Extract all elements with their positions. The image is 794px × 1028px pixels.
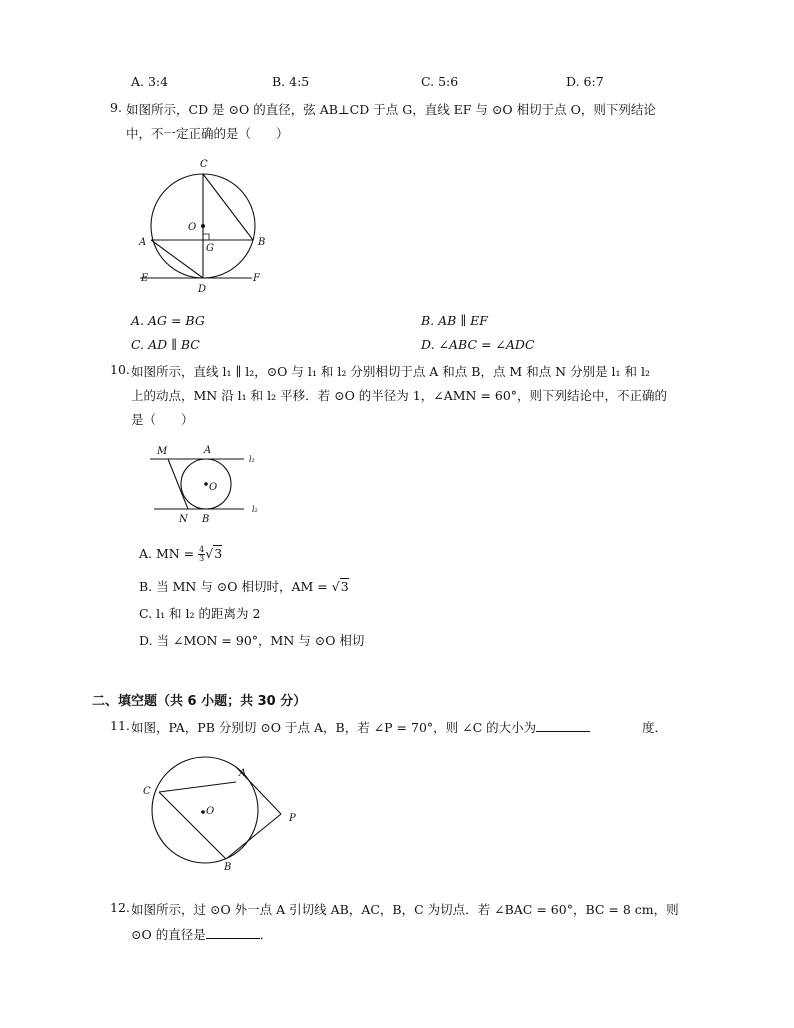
q12-answer-blank[interactable] — [206, 926, 260, 939]
q10-option-a-sqrt-sign: √ — [205, 546, 214, 561]
q11-stem — [131, 718, 590, 736]
q8-option-d: D. 6:7 — [566, 74, 604, 89]
q9-option-d: D. ∠ABC = ∠ADC — [421, 337, 535, 352]
q8-option-a: A. 3:4 — [131, 74, 169, 89]
q11-chord-ca — [159, 782, 236, 792]
q11-center-dot — [201, 810, 205, 814]
q9-label-a: A — [139, 237, 147, 248]
q10-segment-mn — [168, 459, 188, 509]
q10-label-l1: l₁ — [249, 455, 255, 464]
q9-label-e: E — [141, 273, 149, 284]
q10-label-n: N — [179, 514, 188, 525]
q9-label-d: D — [198, 284, 207, 295]
q10-option-a-numerator: 4 — [199, 545, 205, 554]
section2-heading: 二、填空题（共 6 小题；共 30 分） — [92, 694, 307, 709]
q8-option-c: C. 5:6 — [421, 74, 459, 89]
q9-stem-line1: 如图所示，CD 是 ⊙O 的直径，弦 AB⊥CD 于点 G，直线 EF 与 ⊙O 相切于点 O，则下列结论 — [126, 102, 656, 117]
q9-right-angle-mark — [203, 234, 209, 240]
q11-stem-text: 如图，PA，PB 分别切 ⊙O 于点 A，B，若 ∠P = 70°，则 ∠C 的大小为 — [131, 720, 537, 735]
q10-label-a: A — [204, 445, 212, 456]
q10-label-l2: l₂ — [252, 505, 258, 514]
q9-label-o: O — [188, 222, 197, 233]
q9-label-b: B — [258, 237, 266, 248]
q9-option-c: C. AD ∥ BC — [131, 337, 200, 352]
q9-stem-line2: 中，不一定正确的是（ ） — [126, 126, 289, 141]
q11-tangent-pb — [226, 814, 281, 859]
q12-stem-prefix: ⊙O 的直径是 — [131, 927, 206, 942]
q10-number: 10. — [110, 362, 130, 377]
q10-figure — [140, 440, 270, 530]
q10-option-b — [139, 577, 349, 595]
q12-stem-line2 — [131, 925, 272, 943]
q11-label-b: B — [224, 862, 232, 873]
q11-label-a: A — [239, 768, 247, 779]
q9-option-b: B. AB ∥ EF — [421, 313, 488, 328]
q9-segment-ad — [151, 240, 203, 278]
q9-label-c: C — [200, 159, 208, 170]
q10-option-b-radicand: 3 — [340, 579, 349, 594]
q9-segment-cb — [203, 174, 253, 240]
q11-answer-blank[interactable] — [536, 719, 590, 732]
q11-figure — [135, 752, 315, 884]
q10-label-o: O — [209, 482, 218, 493]
q10-option-a-prefix: A. MN = — [139, 546, 195, 561]
q9-figure — [130, 152, 280, 300]
q12-stem-line1: 如图所示，过 ⊙O 外一点 A 引切线 AB，AC，B，C 为切点．若 ∠BAC = 60°，BC = 8 cm，则 — [131, 902, 679, 917]
q12-number: 12. — [110, 900, 130, 915]
q10-option-c: C. l₁ 和 l₂ 的距离为 2 — [139, 606, 261, 621]
q11-label-o: O — [206, 806, 215, 817]
q10-center-dot — [204, 482, 208, 486]
q9-option-a: A. AG = BG — [131, 313, 205, 328]
q10-option-a — [139, 546, 222, 563]
q9-label-f: F — [253, 273, 260, 284]
q9-label-g: G — [206, 243, 214, 254]
q10-stem-line2: 上的动点，MN 沿 l₁ 和 l₂ 平移．若 ⊙O 的半径为 1，∠AMN = 60°，则下列结论中，不正确的 — [131, 388, 668, 403]
q9-number: 9. — [110, 100, 122, 115]
q10-label-b: B — [202, 514, 210, 525]
q10-stem-line3: 是（ ） — [131, 412, 194, 427]
q11-number: 11. — [110, 718, 130, 733]
q10-option-b-prefix: B. 当 MN 与 ⊙O 相切时，AM = — [139, 579, 328, 594]
q10-option-a-denominator: 3 — [199, 554, 205, 563]
q10-stem-line1: 如图所示，直线 l₁ ∥ l₂，⊙O 与 l₁ 和 l₂ 分别相切于点 A 和点 B，点 M 和点 N 分别是 l₁ 和 l₂ — [131, 364, 651, 379]
q10-option-a-radicand: 3 — [214, 546, 223, 561]
q9-center-dot — [201, 224, 205, 228]
q10-option-b-sqrt-sign: √ — [331, 579, 340, 594]
q8-option-b: B. 4:5 — [272, 74, 310, 89]
q11-label-c: C — [143, 786, 151, 797]
q11-unit: 度． — [642, 720, 668, 735]
q11-label-p: P — [289, 813, 296, 824]
q10-option-d: D. 当 ∠MON = 90°，MN 与 ⊙O 相切 — [139, 633, 365, 648]
q12-stem-suffix: ． — [259, 927, 273, 942]
q10-label-m: M — [157, 446, 168, 457]
